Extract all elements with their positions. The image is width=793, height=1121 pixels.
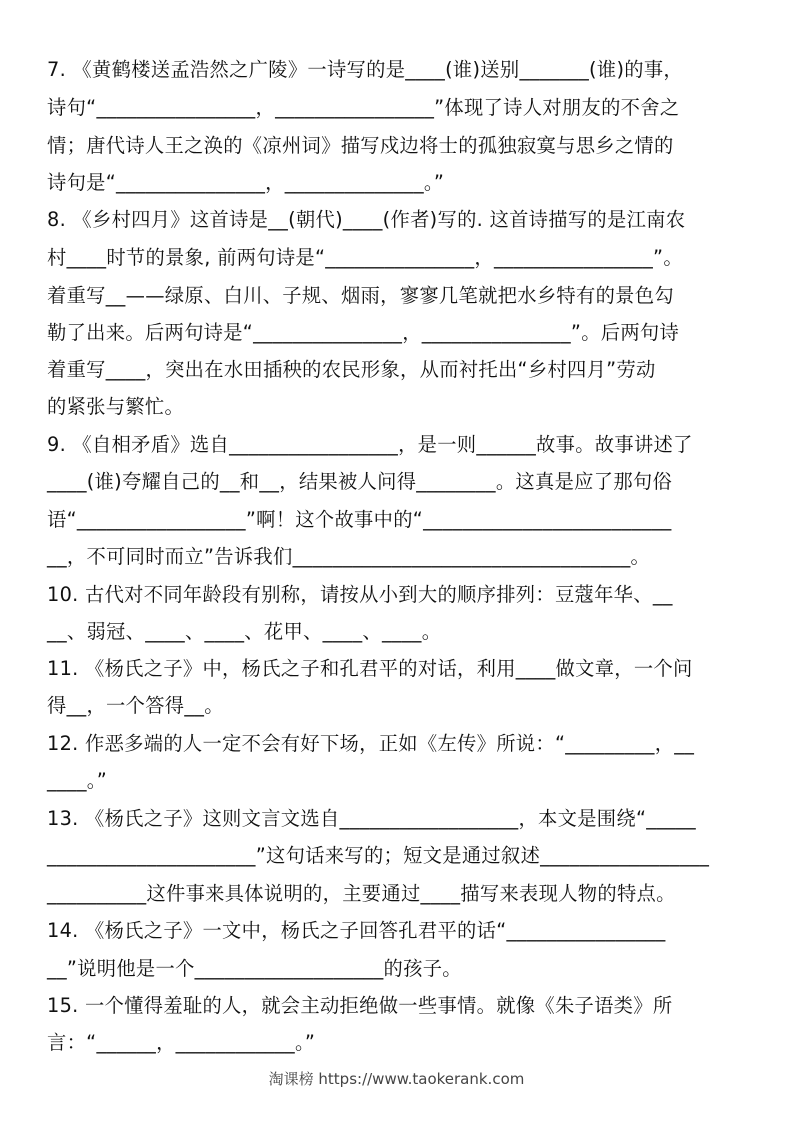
- text-line-q13-3: __________这件事来具体说明的，主要通过____描写来表现人物的特点。: [47, 882, 676, 905]
- text-line-q11-2: 得__，一个答得__。: [47, 694, 224, 717]
- text-line-q12-1: 12. 作恶多端的人一定不会有好下场，正如《左传》所说：“_________，__: [47, 732, 695, 755]
- text-line-q14-2: __”说明他是一个___________________的孩子。: [47, 957, 462, 980]
- text-line-q8-4: 勒了出来。后两句诗是“_______________，_______________”。后两句诗: [47, 321, 680, 344]
- text-line-q8-1: 8. 《乡村四月》这首诗是__(朝代)____(作者)写的. 这首诗描写的是江南农: [47, 208, 686, 231]
- text-line-q8-6: 的紧张与繁忙。: [47, 395, 185, 418]
- footer-watermark: 淘课榜 https://www.taokerank.com: [268, 1070, 525, 1088]
- text-line-q7-1: 7. 《黄鹤楼送孟浩然之广陵》一诗写的是____(谁)送别_______(谁)的事，: [47, 58, 684, 81]
- text-line-q10-1: 10. 古代对不同年龄段有别称，请按从小到大的顺序排列：豆蔻年华、__: [47, 583, 673, 606]
- text-line-q8-2: 村____时节的景象, 前两句诗是“_______________，________________”。: [47, 246, 683, 269]
- text-line-q15-2: 言：“______，____________。”: [47, 1031, 316, 1054]
- text-line-q11-1: 11. 《杨氏之子》中，杨氏之子和孔君平的对话，利用____做文章，一个问: [47, 657, 693, 680]
- text-line-q10-2: __、弱冠、____、____、花甲、____、____。: [47, 620, 442, 643]
- text-line-q9-2: ____(谁)夸耀自己的__和__，结果被人问得________。这真是应了那句俗: [47, 470, 673, 493]
- text-line-q9-3: 语“_________________”啊！这个故事中的“_________________________: [47, 508, 672, 531]
- text-line-q8-5: 着重写____，突出在水田插秧的农民形象，从而衬托出“乡村四月”劳动: [47, 358, 656, 381]
- text-line-q14-1: 14. 《杨氏之子》一文中，杨氏之子回答孔君平的话“________________: [47, 919, 666, 942]
- text-line-q12-2: ____。”: [47, 769, 107, 792]
- text-line-q9-1: 9. 《自相矛盾》选自_________________，是一则______故事。故事讲述了: [47, 433, 693, 456]
- text-line-q9-4: __，不可同时而立”告诉我们__________________________________。: [47, 545, 651, 568]
- text-line-q8-3: 着重写__——绿原、白川、子规、烟雨，寥寥几笔就把水乡特有的景色勾: [47, 284, 674, 307]
- text-line-q13-1: 13. 《杨氏之子》这则文言文选自__________________，本文是围绕“_____: [47, 807, 696, 830]
- text-line-q7-2: 诗句“________________，________________”体现了诗人对朋友的不舍之: [47, 96, 680, 119]
- text-line-q7-4: 诗句是“_______________，______________。”: [47, 171, 445, 194]
- text-line-q7-3: 情；唐代诗人王之涣的《凉州词》描写戍边将士的孤独寂寞与思乡之情的: [47, 134, 674, 157]
- text-line-q15-1: 15. 一个懂得羞耻的人，就会主动拒绝做一些事情。就像《朱子语类》所: [47, 994, 673, 1017]
- text-line-q13-2: _____________________”这句话来写的；短文是通过叙述_________________: [47, 844, 710, 867]
